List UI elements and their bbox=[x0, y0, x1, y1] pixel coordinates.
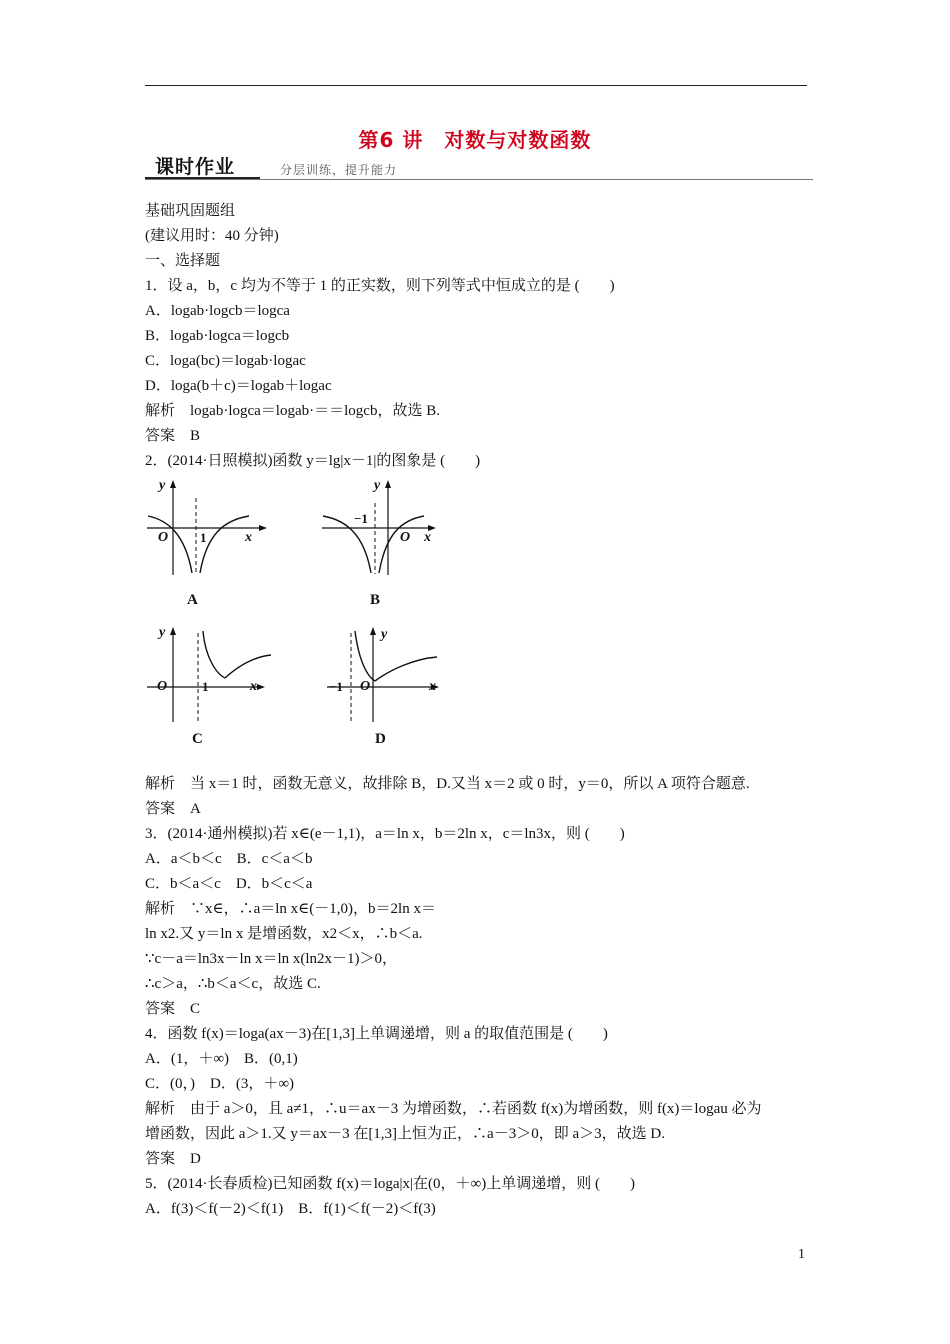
option-d: D．loga(b＋c)＝logab＋logac bbox=[145, 378, 332, 394]
banner-title: 课时作业 bbox=[155, 156, 236, 178]
option-c: C．loga(bc)＝logab·logac bbox=[145, 353, 306, 369]
graph-d-label: D bbox=[375, 731, 386, 747]
graph-a bbox=[145, 478, 270, 578]
section-heading: 基础巩固题组 bbox=[145, 203, 236, 219]
question-2: 2．(2014·日照模拟)函数 y＝lg|x－1|的图象是 ( ) bbox=[145, 453, 481, 469]
time-suggestion: (建议用时：40 分钟) bbox=[145, 228, 279, 244]
x-axis-label: x bbox=[250, 679, 257, 694]
question-4: 4．函数 f(x)＝loga(ax－3)在[1,3]上单调递增，则 a 的取值范围是 ( ) bbox=[145, 1026, 608, 1042]
origin-label: O bbox=[400, 530, 411, 545]
y-axis-label: y bbox=[159, 478, 166, 493]
answer: 答案 C bbox=[145, 1001, 201, 1017]
answer: 答案 A bbox=[145, 801, 201, 817]
solution: 解析 logab·logca＝logab·＝＝logcb，故选 B. bbox=[145, 403, 440, 419]
solution: 解析 由于 a＞0，且 a≠1，∴u＝ax－3 为增函数，∴若函数 f(x)为增函数，则 f(x)＝logau 必为 bbox=[145, 1101, 762, 1117]
top-rule bbox=[145, 85, 807, 86]
solution: 解析 ∵x∈，∴a＝ln x∈(－1,0)，b＝2ln x＝ bbox=[145, 901, 436, 917]
tick-label: 1 bbox=[200, 530, 207, 545]
part-heading: 一、选择题 bbox=[145, 253, 221, 269]
graph-b bbox=[320, 478, 445, 578]
page-title: 第6 讲 对数与对数函数 bbox=[358, 128, 592, 152]
question-1: 1．设 a，b，c 均为不等于 1 的正实数，则下列等式中恒成立的是 ( ) bbox=[145, 278, 615, 294]
origin-label: O bbox=[360, 679, 371, 694]
solution-line: 增函数，因此 a＞1.又 y＝ax－3 在[1,3]上恒为正，∴a－3＞0，即 a＞3，故选 D. bbox=[145, 1126, 665, 1142]
x-axis-label: x bbox=[429, 679, 436, 694]
question-5: 5．(2014·长春质检)已知函数 f(x)＝loga|x|在(0，＋∞)上单调递增，则 ( ) bbox=[145, 1176, 635, 1192]
graph-c-label: C bbox=[192, 731, 203, 747]
options-cd: C．b＜a＜c D．b＜c＜a bbox=[145, 876, 313, 892]
y-axis-label: y bbox=[159, 625, 166, 640]
tick-label: 1 bbox=[202, 679, 209, 694]
y-axis-label: y bbox=[374, 478, 381, 493]
x-axis-label: x bbox=[424, 530, 431, 545]
banner-subtitle: 分层训练，提升能力 bbox=[280, 163, 398, 177]
solution-line: ∵c－a＝ln3x－ln x＝ln x(ln2x－1)＞0， bbox=[145, 951, 398, 967]
tick-label: −1 bbox=[329, 679, 343, 694]
banner-underline bbox=[145, 179, 813, 180]
origin-label: O bbox=[158, 530, 169, 545]
graph-a-label: A bbox=[187, 592, 198, 608]
options-cd: C．(0，) D．(3，＋∞) bbox=[145, 1076, 295, 1092]
graph-d bbox=[325, 625, 450, 725]
options-ab: A．f(3)＜f(－2)＜f(1) B．f(1)＜f(－2)＜f(3) bbox=[145, 1201, 436, 1217]
graph-b-label: B bbox=[370, 592, 381, 608]
homework-banner bbox=[145, 152, 813, 182]
graph-c bbox=[145, 625, 275, 725]
tick-label: −1 bbox=[354, 511, 368, 526]
options-ab: A．(1，＋∞) B．(0,1) bbox=[145, 1051, 298, 1067]
origin-label: O bbox=[157, 679, 168, 694]
question-3: 3．(2014·通州模拟)若 x∈(e－1,1)，a＝ln x，b＝2ln x，c＝ln3x，则 ( ) bbox=[145, 826, 625, 842]
page-number: 1 bbox=[798, 1247, 805, 1262]
y-axis-label: y bbox=[381, 627, 388, 642]
option-a: A．logab·logcb＝logca bbox=[145, 303, 290, 319]
solution: 解析 当 x＝1 时，函数无意义，故排除 B，D.又当 x＝2 或 0 时，y＝0，所以 A 项符合题意. bbox=[145, 776, 750, 792]
option-b: B．logab·logca＝logcb bbox=[145, 328, 290, 344]
answer: 答案 D bbox=[145, 1151, 201, 1167]
options-ab: A．a＜b＜c B．c＜a＜b bbox=[145, 851, 313, 867]
x-axis-label: x bbox=[245, 530, 252, 545]
solution-line: ln x2.又 y＝ln x 是增函数，x2＜x，∴b＜a. bbox=[145, 926, 423, 942]
solution-line: ∴c＞a，∴b＜a＜c，故选 C. bbox=[145, 976, 321, 992]
answer: 答案 B bbox=[145, 428, 201, 444]
